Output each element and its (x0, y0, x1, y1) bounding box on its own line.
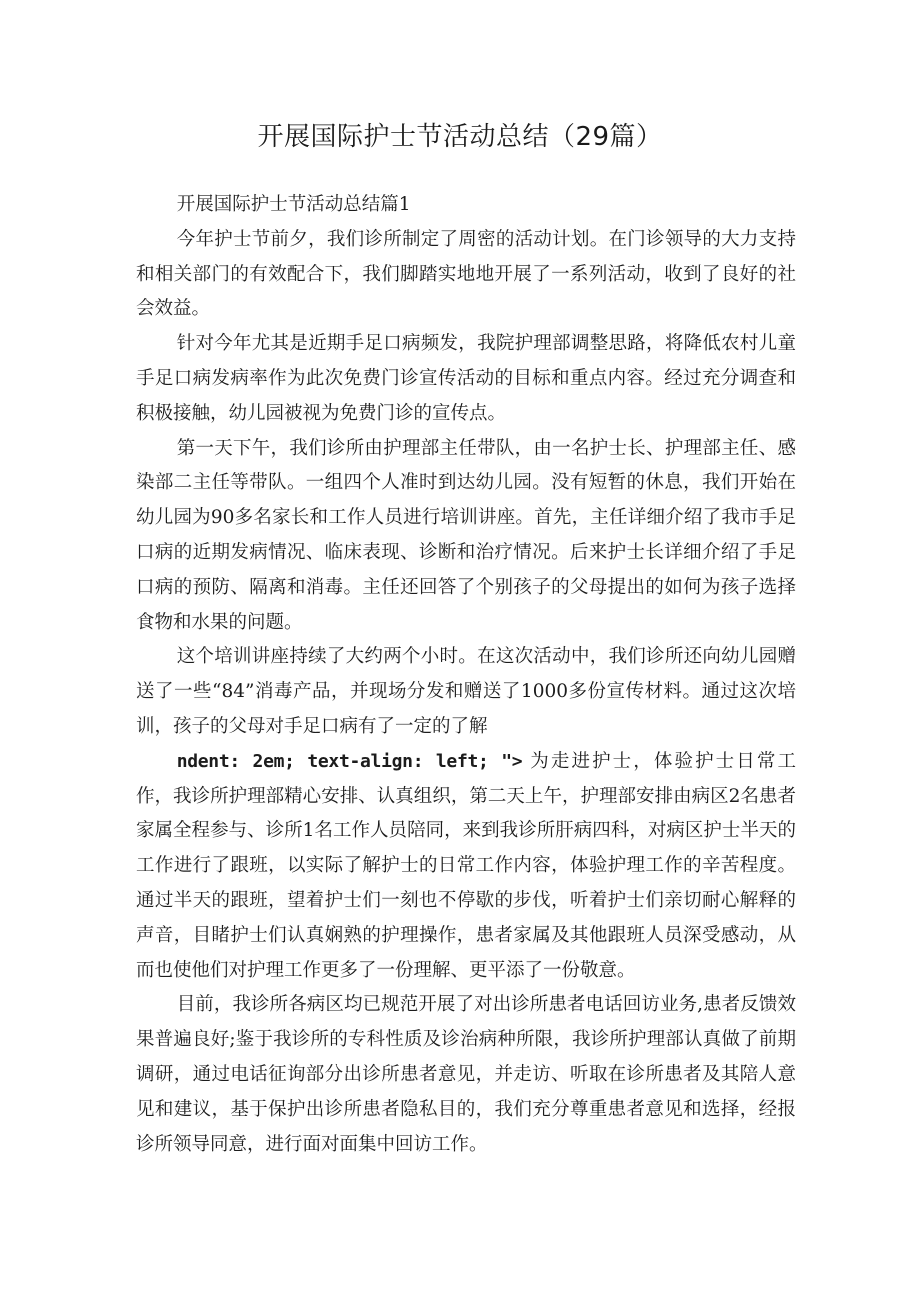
paragraph-3: 第一天下午，我们诊所由护理部主任带队，由一名护士长、护理部主任、感染部二主任等带队。一组四个人准时到达幼儿园。没有短暂的休息，我们开始在幼儿园为90多名家长和工作人员进行培训讲座。首先，主任详细介绍了我市手足口病的近期发病情况、临床表现、诊断和治疗情况。后来护士长详细介绍了手足口病的预防、隔离和消毒。主任还回答了个别孩子的父母提出的如何为孩子选择食物和水果的问题。 (136, 437, 796, 633)
code-fragment: ndent: 2em; text-align: left; "> (176, 750, 523, 772)
paragraph-1: 今年护士节前夕，我们诊所制定了周密的活动计划。在门诊领导的大力支持和相关部门的有效配合下，我们脚踏实地地开展了一系列活动，收到了良好的社会效益。 (136, 228, 796, 320)
paragraph-4: 这个培训讲座持续了大约两个小时。在这次活动中，我们诊所还向幼儿园赠送了一些“84”消毒产品，并现场分发和赠送了1000多份宣传材料。通过这次培训，孩子的父母对手足口病有了一定的了解 (136, 646, 796, 737)
paragraph-5-text: 为走进护士，体验护士日常工作，我诊所护理部精心安排、认真组织，第二天上午，护理部安排由病区2名患者家属全程参与、诊所1名工作人员陪同，来到我诊所肝病四科，对病区护士半天的工作进行了跟班，以实际了解护士的日常工作内容，体验护理工作的辛苦程度。通过半天的跟班，望着护士们一刻也不停歇的步伐，听着护士们亲切耐心解释的声音，目睹护士们认真娴熟的护理操作，患者家属及其他跟班人员深受感动，从而也使他们对护理工作更多了一份理解、更平添了一份敬意。 (136, 750, 796, 981)
document-title: 开展国际护士节活动总结（29篇） (257, 122, 663, 152)
paragraph-6: 目前，我诊所各病区均已规范开展了对出诊所患者电话回访业务,患者反馈效果普遍良好;鉴于我诊所的专科性质及诊治病种所限，我诊所护理部认真做了前期调研，通过电话征询部分出诊所患者意见，并走访、听取在诊所患者及其陪人意见和建议，基于保护出诊所患者隐私目的，我们充分尊重患者意见和选择，经报诊所领导同意，进行面对面集中回访工作。 (136, 994, 796, 1155)
paragraph-2: 针对今年尤其是近期手足口病频发，我院护理部调整思路，将降低农村儿童手足口病发病率作为此次免费门诊宣传活动的目标和重点内容。经过充分调查和积极接触，幼儿园被视为免费门诊的宣传点。 (136, 333, 796, 424)
section-heading: 开展国际护士节活动总结篇1 (176, 194, 411, 215)
document-body (136, 188, 796, 1162)
paragraph-5 (136, 745, 796, 989)
